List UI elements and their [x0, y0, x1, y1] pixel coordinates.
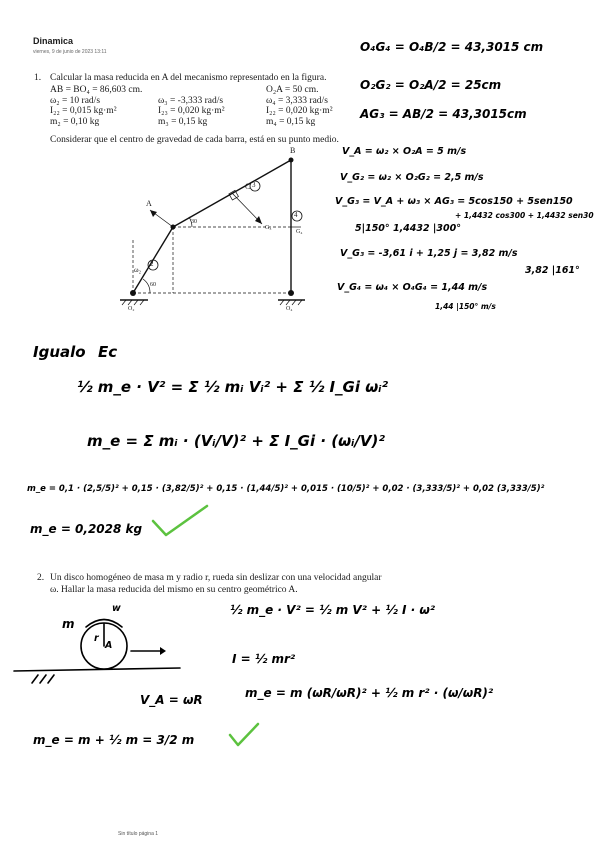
hw-va: V_A = ω₂ × O₂A = 5 m/s: [342, 146, 467, 157]
hw-vg3-result: V_G₃ = -3,61 i + 1,25 j = 3,82 m/s: [340, 248, 518, 259]
hw-eq-substitution: m_e = 0,1 · (2,5/5)² + 0,15 · (3,82/5)² + 0,15 · (1,44/5)² + 0,015 · (10/5)² + 0,02 · (3,333/5)² + 0,02 (3,333/5)²: [27, 484, 545, 494]
hw-igualo: Igualo: [33, 343, 86, 361]
hw-disc-va: V_A = ωR: [140, 693, 203, 707]
problem2-statement-2: ω. Hallar la masa reducida del mismo en su centro geométrico A.: [50, 585, 298, 595]
hw-vg2: V_G₂ = ω₂ × O₂G₂ = 2,5 m/s: [340, 172, 484, 183]
hw-eq-energy: ½ m_e · V² = Σ ½ mᵢ Vᵢ² + Σ ½ I_Gi ωᵢ²: [77, 378, 389, 396]
label-c: C: [245, 182, 251, 191]
disc-label-a: A: [105, 640, 113, 651]
hw-vg3: V_G₃ = V_A + ω₃ × AG₃ = 5cos150 + 5sen150: [335, 196, 573, 207]
label-omega2: ω₂: [134, 266, 142, 274]
label-bar3: 3: [252, 181, 256, 189]
hw-disc-inertia: I = ½ mr²: [232, 652, 296, 666]
given-cell: ω₃ = -3,333 rad/s: [158, 95, 224, 106]
given-cell: I₂₂ = 0,015 kg·m²: [50, 106, 117, 116]
disc-label-w: w: [112, 603, 121, 614]
hw-o2g2: O₂G₂ = O₂A/2 = 25cm: [360, 78, 502, 92]
hw-disc-me: m_e = m (ωR/ωR)² + ½ m r² · (ω/ωR)²: [245, 686, 494, 700]
disc-label-r: r: [94, 633, 99, 644]
given-cell: ω₂ = 10 rad/s: [50, 95, 101, 106]
label-b: B: [290, 146, 296, 155]
hw-ag3: AG₃ = AB/2 = 43,3015cm: [360, 107, 527, 121]
label-angle30: 30: [191, 219, 197, 225]
hw-vg3-cont: + 1,4432 cos300 + 1,4432 sen30: [455, 211, 594, 220]
problem1-number: 1.: [34, 73, 42, 83]
given-cell: m₃ = 0,15 kg: [158, 116, 208, 127]
page-title: Dinamica: [33, 36, 74, 46]
hw-vg4-polar: 1,44 |150° m/s: [435, 302, 496, 311]
problem1-statement: Calcular la masa reducida en A del mecanismo representado en la figura.: [50, 73, 327, 83]
label-o2: O₂: [128, 306, 135, 312]
label-o4: O₄: [286, 306, 293, 312]
label-g3: G₃: [265, 225, 272, 231]
hw-vg3-polar: 3,82 |161°: [525, 265, 580, 276]
given-cell: I₂₃ = 0,020 kg·m²: [158, 106, 225, 116]
page-footer: Sin título página 1: [118, 831, 159, 837]
given-cell: AB = BO₄ = 86,603 cm.: [50, 85, 143, 95]
label-bar2: 2: [150, 260, 154, 268]
given-cell: m₄ = 0,15 kg: [266, 116, 316, 127]
label-a: A: [146, 199, 152, 208]
given-cell: I₂₂ = 0,020 kg·m²: [266, 106, 333, 116]
problem2-statement-1: Un disco homogéneo de masa m y radio r, rueda sin deslizar con una velocidad angular: [50, 573, 382, 583]
given-cell: ω₄ = 3,333 rad/s: [266, 95, 328, 106]
problem1-note: Considerar que el centro de gravedad de cada barra, está en su punto medio.: [50, 135, 339, 145]
hw-eq-me: m_e = Σ mᵢ · (Vᵢ/V)² + Σ I_Gi · (ωᵢ/V)²: [87, 432, 385, 450]
problem2-number: 2.: [37, 573, 45, 583]
hw-ec: Ec: [98, 343, 118, 361]
label-angle60: 60: [150, 282, 156, 288]
hw-polar: 5|150° 1,4432 |300°: [355, 223, 461, 234]
label-bar4: 4: [294, 211, 298, 219]
hw-result-1: m_e = 0,2028 kg: [30, 522, 143, 536]
hw-disc-energy: ½ m_e · V² = ½ m V² + ½ I · ω²: [230, 603, 436, 617]
disc-label-m: m: [62, 617, 75, 631]
hw-vg4: V_G₄ = ω₄ × O₄G₄ = 1,44 m/s: [337, 282, 488, 293]
label-g4: G₄: [296, 229, 303, 235]
hw-result-2: m_e = m + ½ m = 3/2 m: [33, 733, 195, 747]
check-icon: [228, 722, 260, 748]
given-cell: O₂A = 50 cm.: [266, 85, 319, 95]
page-date: viernes, 9 de junio de 2023 13:11: [33, 49, 107, 55]
hw-o4g4: O₄G₄ = O₄B/2 = 43,3015 cm: [360, 40, 544, 54]
given-cell: m₂ = 0,10 kg: [50, 116, 100, 127]
